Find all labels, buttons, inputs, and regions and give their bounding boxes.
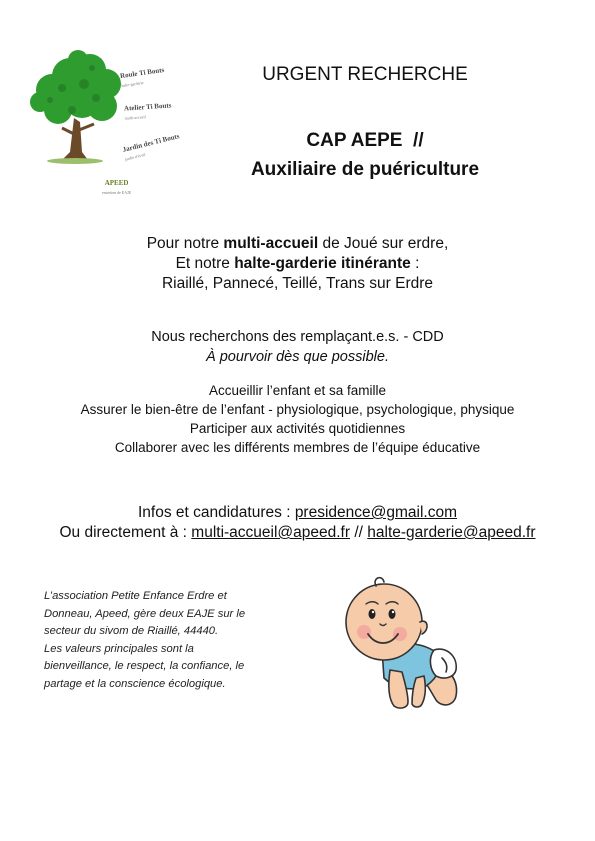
text: : <box>410 255 420 272</box>
text: Et notre <box>175 255 235 272</box>
mission-item: Participer aux activités quotidiennes <box>189 421 406 436</box>
job-title <box>195 126 535 184</box>
mission-item: Accueillir l’enfant et sa famille <box>208 383 387 398</box>
mission-item: Assurer le bien-être de l’enfant - physiologique, psychologique, physique <box>80 402 515 417</box>
contact-label: Ou directement à : <box>59 524 192 541</box>
towns-line: Riaillé, Pannecé, Teillé, Trans sur Erdre <box>161 275 434 292</box>
structures-line1 <box>10 234 585 254</box>
urgent-heading: URGENT RECHERCHE <box>262 64 468 85</box>
presidence-email-link[interactable]: presidence@gmail.com <box>294 504 458 521</box>
mission-item: Collaborer avec les différents membres de l’équipe éducative <box>114 440 481 455</box>
logo-brand: APEED entretien de EAJE <box>102 179 132 195</box>
job-title-line2: Auxiliaire de puériculture <box>250 159 480 180</box>
association-line: Les valeurs principales sont la <box>44 642 194 655</box>
halte-garderie-email-link[interactable]: halte-garderie@apeed.fr <box>367 524 536 541</box>
job-title-line1: CAP AEPE // <box>306 130 424 151</box>
association-line: L’association Petite Enfance Erdre et <box>44 590 227 602</box>
crawling-baby-illustration <box>338 566 468 716</box>
apeed-logo <box>22 40 182 195</box>
logo-label-jardin: Jardin des Ti Bouts jardin d'éveil <box>121 132 181 162</box>
association-line: secteur du sivom de Riaillé, 44440. <box>44 625 219 637</box>
missions-list <box>10 381 585 457</box>
multi-accueil-email-link[interactable]: multi-accueil@apeed.fr <box>191 524 351 541</box>
contact-line1 <box>10 503 585 523</box>
text: Pour notre <box>146 235 224 252</box>
logo-label-atelier: Atelier Ti Bouts multi-accueil <box>123 101 172 121</box>
association-description <box>44 588 294 693</box>
contact-line2 <box>10 523 585 543</box>
contact-label: Infos et candidatures : <box>137 504 295 521</box>
offer-section <box>10 327 585 367</box>
logo-label-roule: Roule Ti Bouts halte-garderie <box>119 65 165 88</box>
association-line: bienveillance, le respect, la confiance, le <box>44 660 245 672</box>
offer-line: Nous recherchons des remplaçant.e.s. - CDD <box>151 329 444 345</box>
baby-icon <box>338 566 468 716</box>
availability-line: À pourvoir dès que possible. <box>206 349 389 365</box>
association-line: Donneau, Apeed, gère deux EAJE sur le <box>44 607 246 620</box>
contact-section <box>10 503 585 543</box>
structures-line2 <box>10 254 585 274</box>
multi-accueil-label: multi-accueil <box>223 235 319 252</box>
separator: // <box>350 524 368 541</box>
structures-section <box>10 234 585 294</box>
text: de Joué sur erdre, <box>318 235 449 252</box>
halte-garderie-label: halte-garderie itinérante <box>234 255 411 272</box>
association-line: partage et la conscience écologique. <box>44 677 226 690</box>
